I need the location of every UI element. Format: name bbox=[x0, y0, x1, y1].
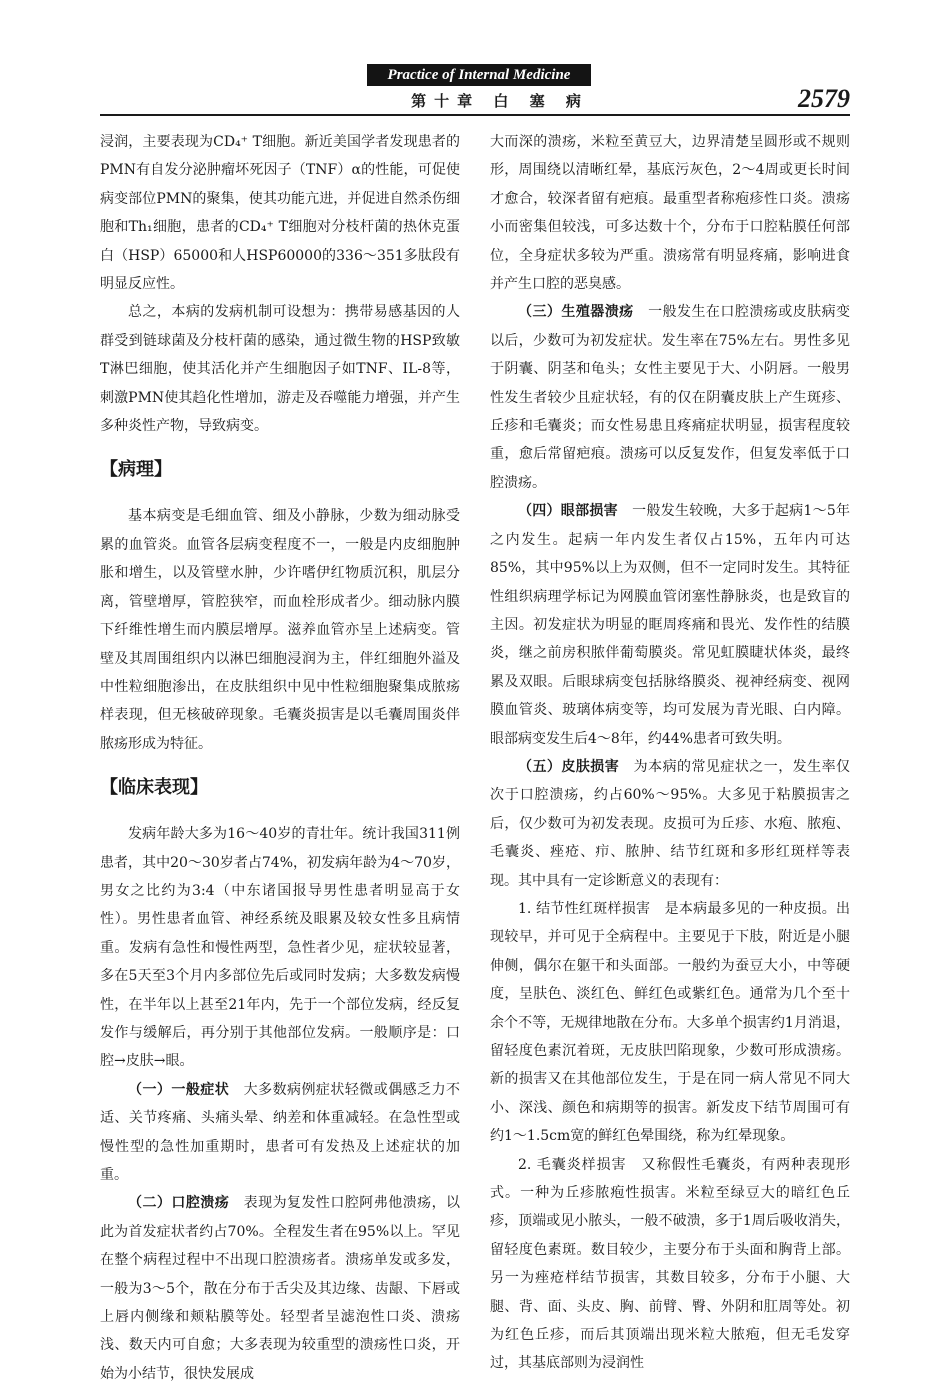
numbered-item-title: 2. 毛囊炎样损害 bbox=[518, 1156, 627, 1173]
paragraph bbox=[490, 298, 850, 497]
subheading-oral-ulcer: （二）口腔溃疡 bbox=[128, 1195, 230, 1212]
paragraph: 总之，本病的发病机制可设想为：携带易感基因的人群受到链球菌及分枝杆菌的感染，通过微生物的HSP致敏T淋巴细胞，使其活化并产生细胞因子如TNF、IL-8等，刺激PMN使其趋化性增加，游走及吞噬能力增强，并产生多种炎性产物，导致病变。 bbox=[100, 304, 460, 435]
paragraph: 大而深的溃疡，米粒至黄豆大，边界清楚呈圆形或不规则形，周围绕以清晰红晕，基底污灰色，2～4周或更长时间才愈合，较深者留有疤痕。最重型者称疱疹性口炎。溃疡小而密集但较浅，可多达数十个，分布于口腔粘膜任何部位，全身症状多较为严重。溃疡常有明显疼痛，影响进食并产生口腔的恶臭感。 bbox=[490, 134, 850, 293]
section-heading-clinical: 【临床表现】 bbox=[100, 777, 208, 799]
page-number: 2579 bbox=[798, 84, 850, 113]
paragraph-text: 一般发生在口腔溃疡或皮肤病变以后，少数可为初发症状。发生率在75%左右。男性多见于阴囊、阴茎和龟头；女性主要见于大、小阴唇。一般男性发生者较少且症状轻，有的仅在阴囊皮肤上产生斑疹、丘疹和毛囊炎；而女性易患且疼痛症状明显，损害程度较重，愈后常留疤痕。溃疡可以反复发作，但复发率低于口腔溃疡。 bbox=[490, 304, 851, 491]
subheading-genital-ulcer: （三）生殖器溃疡 bbox=[518, 304, 634, 321]
journal-banner: Practice of Internal Medicine bbox=[367, 64, 591, 86]
section-heading-pathology: 【病理】 bbox=[100, 459, 172, 481]
paragraph-text: 一般发生较晚，大多于起病1～5年之内发生。起病一年内发生者仅占15%，五年内可达85%，其中95%以上为双侧，但不一定同时发生。其特征性组织病理学标记为网膜血管闭塞性静脉炎，也是致盲的主因。初发症状为明显的眶周疼痛和畏光、发作性的结膜炎，继之前房积脓伴葡萄膜炎。常见虹膜睫状体炎，最终累及双眼。后眼球病变包括脉络膜炎、视神经病变、视网膜血管炎、玻璃体病变等，均可发展为青光眼、白内障。眼部病变发生后4～8年，约44%患者可致失明。 bbox=[490, 503, 851, 747]
subheading-eye-lesion: （四）眼部损害 bbox=[518, 503, 618, 520]
left-column bbox=[100, 128, 460, 1388]
paragraph: 发病年龄大多为16～40岁的青壮年。统计我国311例患者，其中20～30岁者占74%，初发病年龄为4～70岁，男女之比约为3:4（中东诸国报导男性患者明显高于女性）。男性患者血管、神经系统及眼累及较女性多且病情重。发病有急性和慢性两型，急性者少见，症状较显著，多在5天至3个月内多部位先后或同时发病；大多数发病慢性，在半年以上甚至21年内，先于一个部位发病，经反复发作与缓解后，再分别于其他部位发病。一般顺序是：口腔→皮肤→眼。 bbox=[100, 826, 460, 1070]
paragraph bbox=[490, 753, 850, 895]
header-rule bbox=[100, 114, 850, 116]
paragraph bbox=[490, 1151, 850, 1378]
paragraph: 基本病变是毛细血管、细及小静脉，少数为细动脉受累的血管炎。血管各层病变程度不一，一般是内皮细胞肿胀和增生，以及管壁水肿，少许嗜伊红物质沉积，肌层分离，管壁增厚，管腔狭窄，而血栓形成者少。细动脉内膜下纤维性增生而内膜层增厚。滋养血管亦呈上述病变。管壁及其周围组织内以淋巴细胞浸润为主，伴红细胞外溢及中性粒细胞渗出，在皮肤组织中见中性粒细胞聚集成脓疡样表现，但无核破碎现象。毛囊炎损害是以毛囊周围炎伴脓疡形成为特征。 bbox=[100, 508, 460, 752]
subheading-general-symptoms: （一）一般症状 bbox=[128, 1081, 230, 1098]
right-column bbox=[490, 128, 850, 1378]
paragraph-text: 为本病的常见症状之一，发生率仅次于口腔溃疡，约占60%～95%。大多见于粘膜损害之后，仅少数可为初发表现。皮损可为丘疹、水疱、脓疱、毛囊炎、痤疮、疖、脓肿、结节红斑和多形红斑样等表现。其中具有一定诊断意义的表现有： bbox=[490, 758, 851, 889]
paragraph-text: 大多数病例症状轻微或偶感乏力不适、关节疼痛、头痛头晕、纳差和体重减轻。在急性型或慢性型的急性加重期时，患者可有发热及上述症状的加重。 bbox=[100, 1081, 461, 1183]
numbered-item-title: 1. 结节性红斑样损害 bbox=[518, 900, 651, 917]
paragraph bbox=[490, 895, 850, 1151]
paragraph: 浸润，主要表现为CD₄⁺ T细胞。新近美国学者发现患者的PMN有自发分泌肿瘤坏死因子（TNF）α的性能，可促使病变部位PMN的聚集，使其功能亢进，并促进自然杀伤细胞和Th₁细胞，患者的CD₄⁺ T细胞对分枝杆菌的热休克蛋白（HSP）65000和人HSP60000的336～351多肽段有明显反应性。 bbox=[100, 134, 460, 293]
paragraph-text: 表现为复发性口腔阿弗他溃疡，以此为首发症状者约占70%。全程发生者在95%以上。罕见在整个病程过程中不出现口腔溃疡者。溃疡单发或多发，一般为3～5个，散在分布于舌尖及其边缘、齿龈、下唇或上唇内侧缘和颊粘膜等处。轻型者呈滤泡性口炎、溃疡浅、数天内可自愈；大多表现为较重型的溃疡性口炎，开始为小结节，很快发展成 bbox=[100, 1195, 461, 1382]
paragraph-text: 是本病最多见的一种皮损。出现较早，并可见于全病程中。主要见于下肢，附近是小腿伸侧，偶尔在躯干和头面部。一般约为蚕豆大小，中等硬度，呈肤色、淡红色、鲜红色或紫红色。通常为几个至十余个不等，无规律地散在分布。大多单个损害约1月消退，留轻度色素沉着斑，无皮肤凹陷现象，少数可形成溃疡。新的损害又在其他部位发生，于是在同一病人常见不同大小、深浅、颜色和病期等的损害。新发皮下结节周围可有约1～1.5cm宽的鲜红色晕围绕，称为红晕现象。 bbox=[490, 900, 850, 1145]
paragraph-text: 又称假性毛囊炎，有两种表现形式。一种为丘疹脓疱性损害。米粒至绿豆大的暗红色丘疹，顶端或见小脓头，一般不破溃，多于1周后吸收消失，留轻度色素斑。数目较少，主要分布于头面和胸背上部。另一为痤疮样结节损害，其数目较多，分布于小腿、大腿、背、面、头皮、胸、前臂、臀、外阴和肛周等处。初为红色丘疹，而后其顶端出现米粒大脓疱，但无毛发穿过，其基底部则为浸润性 bbox=[490, 1156, 851, 1372]
subheading-skin-lesion: （五）皮肤损害 bbox=[518, 758, 620, 775]
paragraph bbox=[490, 497, 850, 753]
paragraph bbox=[100, 1076, 460, 1190]
chapter-title: 第十章 白 塞 病 bbox=[411, 92, 589, 110]
paragraph bbox=[100, 1189, 460, 1388]
